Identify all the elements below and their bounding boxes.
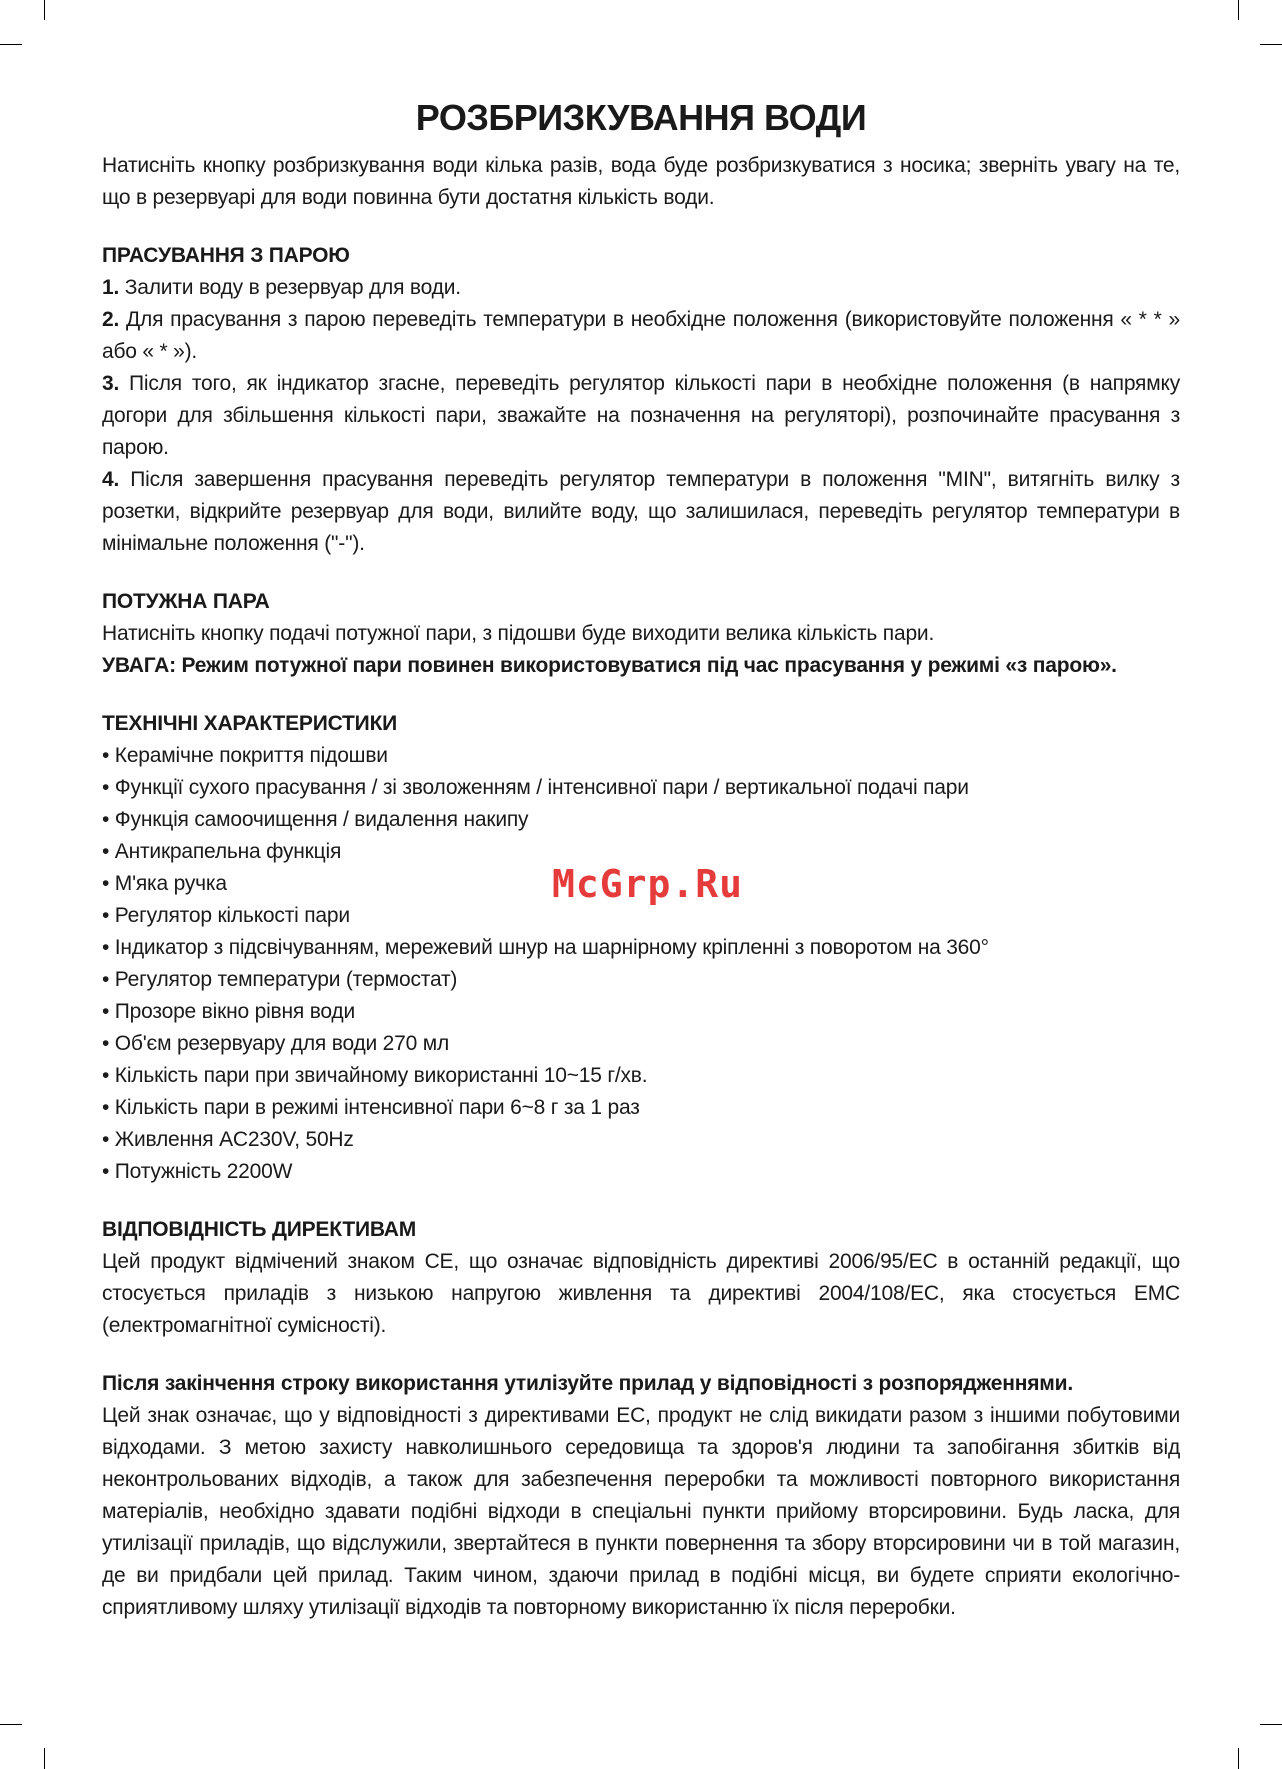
section-heading-burst: ПОТУЖНА ПАРА <box>102 590 270 613</box>
list-item: • Об'єм резервуару для води 270 мл <box>102 1032 450 1055</box>
disposal-paragraph: Цей знак означає, що у відповідності з директивами ЕС, продукт не слід викидати разом з іншими побутовими відходами. З метою захисту навколишнього середовища та здоров'я людини та запобігання збитків від неконтрольованих відходів, а також для забезпечення переробки та можливості повторного використання матеріалів, необхідно здавати подібні відходи в спеціальні пункти прийому вторсировини. Будь ласка, для утилізації приладів, що відслужили, звертайтеся в пункти повернення та збору вторсировини чи в той магазин, де ви придбали цей прилад. Таким чином, здаючи прилад в подібні місця, ви будете сприяти екологічно-сприятливому шляху утилізації відходів та повторному використанню їх після переробки. <box>102 1404 1180 1619</box>
list-item: • Регулятор температури (термостат) <box>102 968 458 991</box>
list-item: • Прозоре вікно рівня води <box>102 1000 356 1023</box>
step-text: Після того, як індикатор згасне, переведіть регулятор кількості пари в необхідне положення (в напрямку догори для збільшення кількості пари, зважайте на позначення на регуляторі), розпочинайте прасування з парою. <box>102 372 1180 459</box>
crop-mark <box>0 1724 22 1725</box>
list-item: • Кількість пари в режимі інтенсивної пари 6~8 г за 1 раз <box>102 1096 640 1119</box>
crop-mark <box>44 1748 45 1769</box>
list-item: • Функції сухого прасування / зі зволоженням / інтенсивної пари / вертикальної подачі пари <box>102 776 969 799</box>
steam-step <box>102 368 1180 464</box>
list-item: • Антикрапельна функція <box>102 840 342 863</box>
watermark-text: McGrp.Ru <box>552 862 744 906</box>
list-item: • Кількість пари при звичайному використанні 10~15 г/хв. <box>102 1064 648 1087</box>
step-text: Залити воду в резервуар для води. <box>119 276 461 299</box>
specs-list <box>102 740 1180 1188</box>
list-item: • Живлення AC230V, 50Hz <box>102 1128 354 1151</box>
document-page <box>102 96 1180 1624</box>
steam-step <box>102 304 1180 368</box>
step-text: Для прасування з парою переведіть температури в необхідне положення (використовуйте положення « * * » або « * »). <box>102 308 1180 363</box>
list-item: • Індикатор з підсвічуванням, мережевий шнур на шарнірному кріпленні з поворотом на 360° <box>102 936 989 959</box>
steam-step <box>102 272 1180 304</box>
burst-paragraph: Натисніть кнопку подачі потужної пари, з підошви буде виходити велика кількість пари. <box>102 622 935 645</box>
crop-mark <box>0 44 22 45</box>
section-heading-directives: ВІДПОВІДНІСТЬ ДИРЕКТИВАМ <box>102 1218 417 1241</box>
list-item: • М'яка ручка <box>102 872 227 895</box>
list-item: • Регулятор кількості пари <box>102 904 350 927</box>
crop-mark <box>1260 44 1282 45</box>
list-item: • Функція самоочищення / видалення накипу <box>102 808 529 831</box>
section-heading-specs: ТЕХНІЧНІ ХАРАКТЕРИСТИКИ <box>102 712 398 735</box>
step-number: 2. <box>102 308 120 331</box>
section-heading-disposal: Після закінчення строку використання утилізуйте прилад у відповідності з розпорядженнями. <box>102 1372 1073 1395</box>
step-number: 3. <box>102 372 120 395</box>
page-title: РОЗБРИЗКУВАННЯ ВОДИ <box>415 97 867 138</box>
directives-paragraph: Цей продукт відмічений знаком СЕ, що означає відповідність директиві 2006/95/ЕС в останній редакції, що стосується приладів з низькою напругою живлення та директиві 2004/108/ЕС, яка стосується ЕМС (електромагнітної сумісності). <box>102 1250 1180 1337</box>
steam-step <box>102 464 1180 560</box>
section-heading-steam: ПРАСУВАННЯ З ПАРОЮ <box>102 244 350 267</box>
crop-mark <box>1238 0 1239 20</box>
intro-paragraph: Натисніть кнопку розбризкування води кілька разів, вода буде розбризкуватися з носика; зверніть увагу на те, що в резервуарі для води повинна бути достатня кількість води. <box>102 154 1180 209</box>
list-item: • Потужність 2200W <box>102 1160 293 1183</box>
step-number: 4. <box>102 468 120 491</box>
burst-warning: УВАГА: Режим потужної пари повинен використовуватися під час прасування у режимі «з парою». <box>102 654 1117 677</box>
crop-mark <box>1260 1724 1282 1725</box>
crop-mark <box>44 0 45 20</box>
step-text: Після завершення прасування переведіть регулятор температури в положення "MIN", витягніть вилку з розетки, відкрийте резервуар для води, вилийте воду, що залишилася, переведіть регулятор температури в мінімальне положення ("-"). <box>102 468 1180 555</box>
list-item: • Керамічне покриття підошви <box>102 744 388 767</box>
crop-mark <box>1238 1748 1239 1769</box>
step-number: 1. <box>102 276 120 299</box>
